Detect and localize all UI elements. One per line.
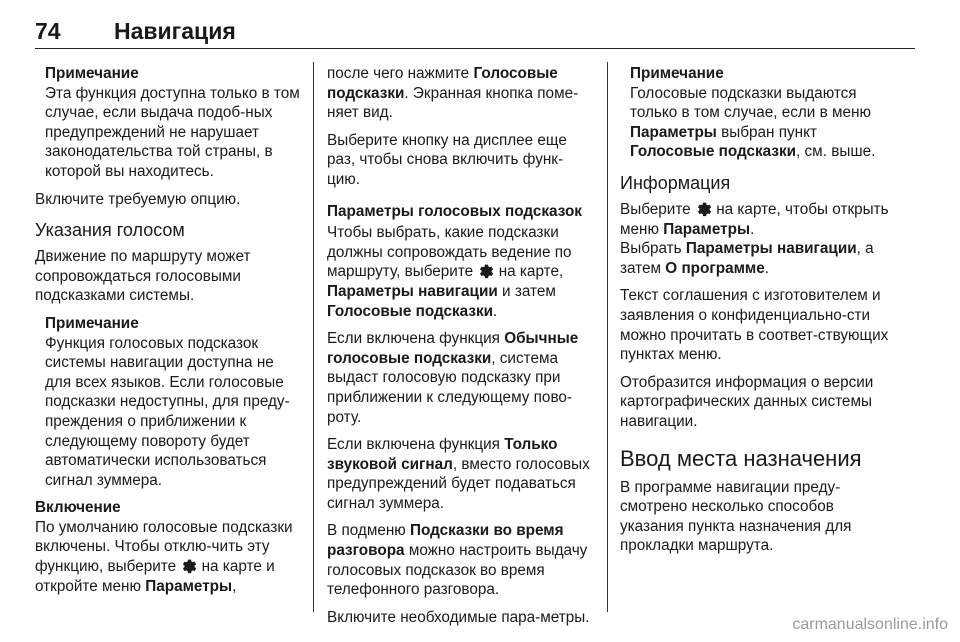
heading-destination: Ввод места назначения [620, 445, 862, 471]
subheading-voice: Указания голосом [35, 220, 185, 241]
column-divider [313, 62, 314, 612]
paragraph: Выберите на карте, чтобы открыть меню Параметры. [620, 200, 889, 238]
paragraph: Если включена функция Обычные голосовые подсказки, система выдаст голосовую подсказку при приближении к следующему пово-роту. [327, 330, 579, 426]
gear-icon [180, 557, 197, 574]
watermark: carmanualsonline.info [792, 616, 948, 633]
note-text: Эта функция доступна только в том случае, если выдача подоб-ных предупреждений не нарушает законодательства той страны, в которой вы находитесь. [45, 84, 300, 180]
note-text: Голосовые подсказки выдаются только в том случае, если в меню Параметры выбран пункт Голосовые подсказки, см. выше. [630, 84, 876, 161]
paragraph: Чтобы выбрать, какие подсказки должны сопровождать ведение по маршруту, выберите на карте, Параметры навигации и затем Голосовые подсказки. [327, 224, 572, 320]
paragraph: Выбрать Параметры навигации, а затем О программе. [620, 240, 874, 277]
page-header [35, 18, 915, 49]
page-number: 74 [35, 18, 61, 44]
gear-icon [695, 200, 712, 217]
paragraph-title: Включение [35, 499, 121, 517]
paragraph-title: Параметры голосовых подсказок [327, 202, 582, 220]
note-block [630, 64, 895, 162]
gear-icon [477, 262, 494, 279]
paragraph: В программе навигации преду-смотрено несколько способов указания пункта назначения для прокладки маршрута. [620, 478, 852, 555]
paragraph: По умолчанию голосовые подсказки включены. Чтобы отклю-чить эту функцию, выберите на карте и откройте меню Параметры, [35, 518, 293, 595]
paragraph: В подменю Подсказки во время разговора можно настроить выдачу голосовых подсказок во время телефонного разговора. [327, 522, 588, 599]
paragraph: Движение по маршруту может сопровождаться голосовыми подсказками системы. [35, 248, 251, 305]
note-title: Примечание [45, 65, 139, 82]
column-right [620, 64, 895, 564]
paragraph: Включите необходимые пара-метры. [327, 608, 590, 626]
paragraph: Отобразится информация о версии картографических данных системы навигации. [620, 373, 874, 430]
paragraph: Если включена функция Только звуковой сигнал, вместо голосовых предупреждений будет подаваться сигнал зуммера. [327, 436, 590, 512]
subheading-info: Информация [620, 172, 731, 193]
column-middle [327, 64, 595, 635]
paragraph: после чего нажмите Голосовые подсказки. Экранная кнопка поме-няет вид. [327, 65, 579, 122]
note-block [45, 314, 303, 490]
paragraph: Текст соглашения с изготовителем и заявления о конфиденциально-сти можно прочитать в соответ-ствующих пунктах меню. [620, 287, 889, 364]
note-title: Примечание [45, 314, 139, 332]
column-left [35, 64, 303, 604]
note-block [45, 64, 303, 182]
section-title: Навигация [114, 18, 236, 44]
note-text: Функция голосовых подсказок системы навигации доступна не для всех языков. Если голосовые подсказки недоступны, для преду-преждения о приближении к следующему повороту будет автоматически использоваться сигнал зуммера. [45, 334, 290, 489]
paragraph: Включите требуемую опцию. [35, 190, 241, 208]
paragraph: Выберите кнопку на дисплее еще раз, чтобы снова включить функ-цию. [327, 131, 567, 188]
column-divider [607, 62, 608, 612]
note-title: Примечание [630, 65, 724, 82]
